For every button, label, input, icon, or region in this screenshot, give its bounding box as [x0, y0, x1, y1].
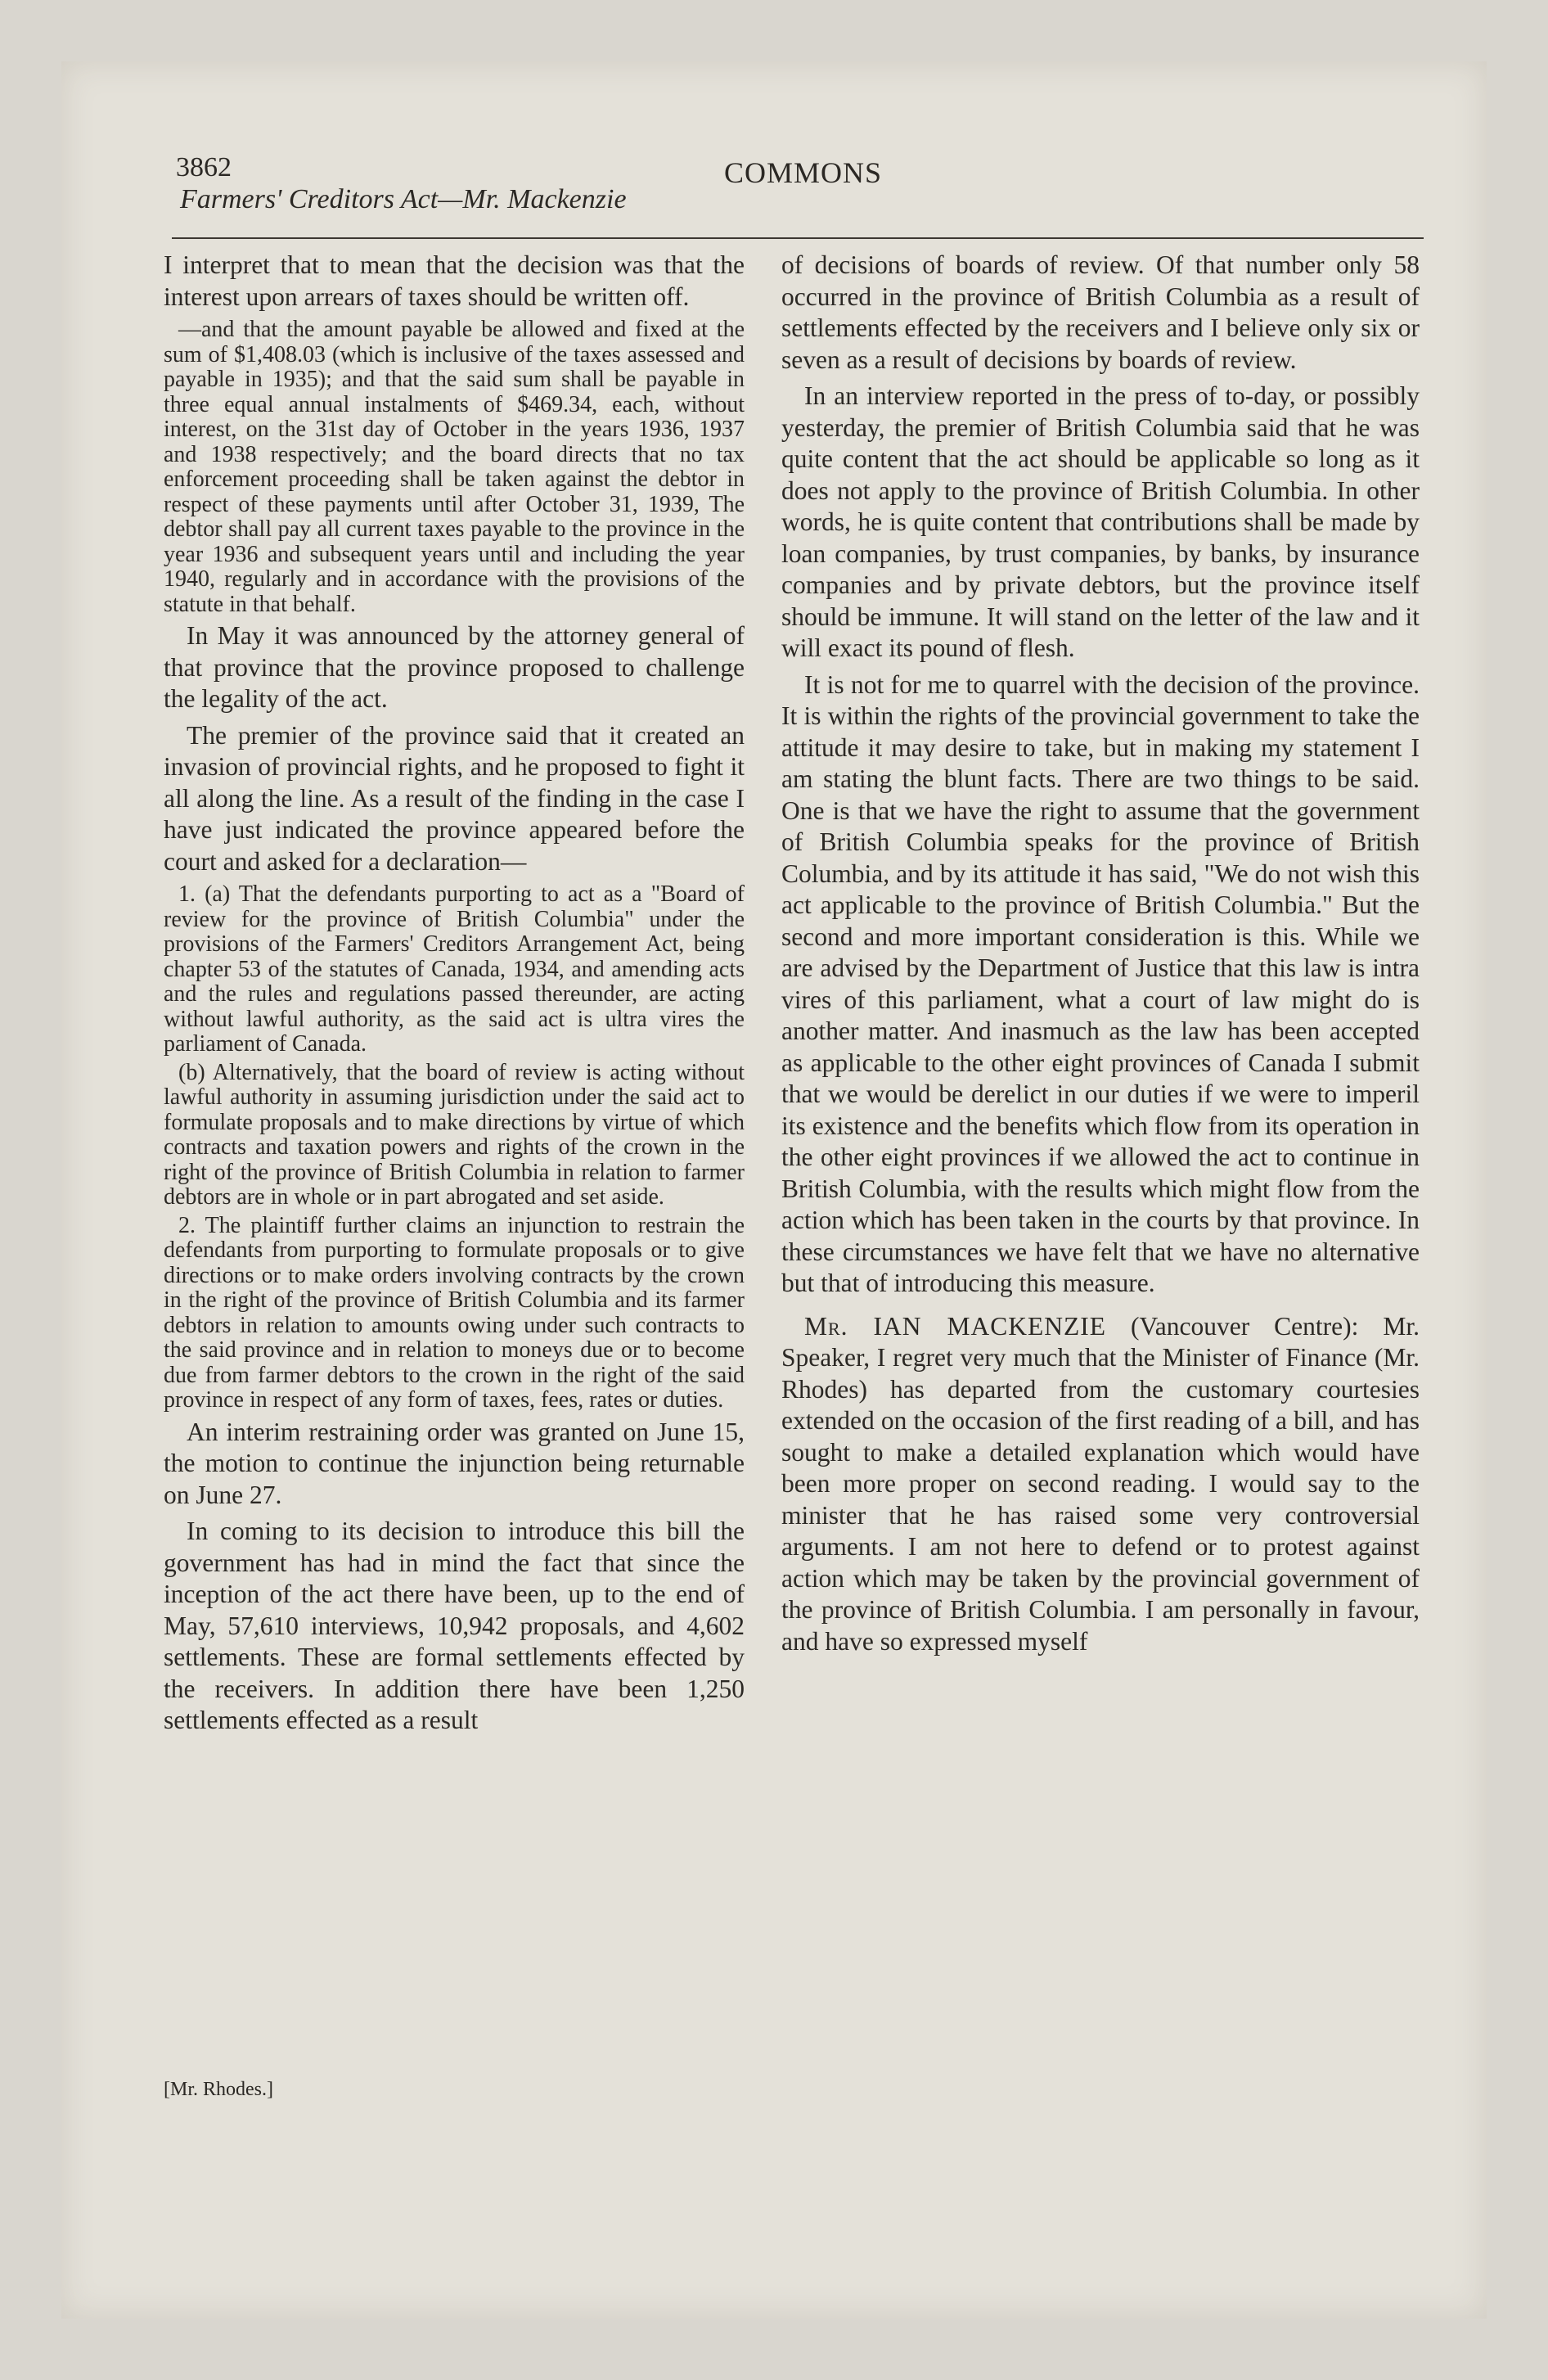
- paragraph: I interpret that to mean that the decision was that the interest upon arrears of taxes should be written off.: [164, 250, 745, 311]
- section-title: COMMONS: [724, 156, 883, 189]
- paragraph: In coming to its decision to introduce this bill the government has had in mind the fact that since the inception of the act there have been, up to the end of May, 57,610 interviews, 10,942 proposals, and 4,602 settlements. These are formal settlements effected by the receivers. In addition there have been 1,250 settlements effected as a result: [164, 1517, 745, 1734]
- left-column: [164, 250, 745, 1742]
- page-number: 3862: [176, 152, 232, 183]
- speaker-name: Mr. IAN MACKENZIE: [804, 1311, 1106, 1341]
- header-rule: [172, 237, 1424, 239]
- speech-text: (Vancouver Centre): Mr. Speaker, I regret very much that the Minister of Finance (Mr. Rhodes) has departed from the customary courtesies extended on the occasion of the first reading of a bill, and has sought to make a detailed explanation which would have been more proper on second reading. I would say to the minister that he has raised some very controversial arguments. I am not here to defend or to protest against action which may be taken by the provincial government of the province of British Columbia. I am personally in favour, and have so expressed myself: [781, 1311, 1420, 1656]
- paragraph: An interim restraining order was granted on June 15, the motion to continue the injunction being returnable on June 27.: [164, 1417, 745, 1509]
- paragraph: The premier of the province said that it created an invasion of provincial rights, and he proposed to fight it all along the line. As a result of the finding in the case I have just indicated the province appeared before the court and asked for a declaration—: [164, 720, 745, 876]
- paragraph: In May it was announced by the attorney general of that province that the province proposed to challenge the legality of the act.: [164, 621, 745, 713]
- speech-paragraph: [781, 1311, 1420, 1658]
- running-title: Farmers' Creditors Act—Mr. Mackenzie: [180, 184, 627, 214]
- speaker-reference: [Mr. Rhodes.]: [164, 2079, 273, 2100]
- quoted-passage: 1. (a) That the defendants purporting to act as a "Board of review for the province of British Columbia" under the provisions of the Farmers' Creditors Arrangement Act, being chapter 53 of the statutes of Canada, 1934, and amending acts and the rules and regulations passed thereunder, are acting without lawful authority, as the said act is ultra vires the parliament of Canada.: [164, 881, 745, 1057]
- quoted-passage: —and that the amount payable be allowed and fixed at the sum of $1,408.03 (which is inclusive of the taxes assessed and payable in 1935); and that the said sum shall be payable in three equal annual instalments of $469.34, each, without interest, on the 31st day of October in the years 1936, 1937 and 1938 respectively; and the board directs that no tax enforcement proceeding shall be taken against the debtor in respect of these payments until after October 31, 1939, The debtor shall pay all current taxes payable to the province in the year 1936 and subsequent years until and including the year 1940, regularly and in accordance with the provisions of the statute in that behalf.: [164, 317, 745, 617]
- paragraph: of decisions of boards of review. Of that number only 58 occurred in the province of British Columbia as a result of settlements effected by the receivers and I believe only six or seven as a result of decisions by boards of review.: [781, 250, 1420, 374]
- paragraph: In an interview reported in the press of to-day, or possibly yesterday, the premier of British Columbia said that he was quite content that the act should be applicable so long as it does not apply to the province of British Columbia. In other words, he is quite content that contributions shall be made by loan companies, by trust companies, by banks, by insurance companies and by private debtors, but the province itself should be immune. It will stand on the letter of the law and it will exact its pound of flesh.: [781, 381, 1420, 662]
- paragraph: It is not for me to quarrel with the decision of the province. It is within the rights of the provincial government to take the attitude it may desire to take, but in making my statement I am stating the blunt facts. There are two things to be said. One is that we have the right to assume that the government of British Columbia speaks for the province of British Columbia, and by its attitude it has said, "We do not wish this act applicable to the province of British Columbia." But the second and more important consideration is this. While we are advised by the Department of Justice that this law is intra vires of this parliament, what a court of law might do is another matter. And inasmuch as the law has been accepted as applicable to the other eight provinces of Canada I submit that we would be derelict in our duties if we were to imperil its existence and the benefits which flow from its operation in the other eight provinces if we allowed the act to continue in British Columbia, with the results which might flow from the action which has been taken in the courts by that province. In these circumstances we have felt that we have no alternative but that of introducing this measure.: [781, 669, 1420, 1297]
- right-column: [781, 250, 1420, 1662]
- quoted-passage: (b) Alternatively, that the board of review is acting without lawful authority in assuming jurisdiction under the said act to formulate proposals and to make directions by virtue of which contracts and taxation powers and rights of the crown in the right of the province of British Columbia in relation to farmer debtors are in whole or in part abrogated and set aside.: [164, 1059, 745, 1210]
- quoted-passage: 2. The plaintiff further claims an injunction to restrain the defendants from purporting to formulate proposals or to give directions or to make orders involving contracts by the crown in the right of the province of British Columbia and its farmer debtors in relation to amounts owing under such contracts to the said province and in relation to moneys due or to become due from farmer debtors to the crown in the right of the said province in respect of any form of taxes, fees, rates or duties.: [164, 1212, 745, 1413]
